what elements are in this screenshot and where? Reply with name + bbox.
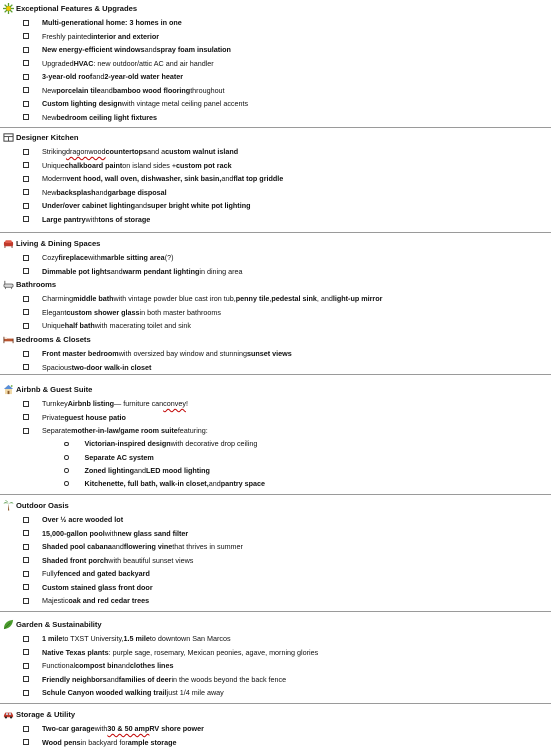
item-text-segment: in dining area <box>199 265 242 279</box>
item-text-segment: and <box>92 70 104 84</box>
checkbox-icon <box>23 33 29 39</box>
item-text-segment: Victorian-inspired design <box>85 437 171 451</box>
item-text-segment: with beautiful sunset views <box>108 554 193 568</box>
item-text-segment: with decorative drop ceiling <box>171 437 258 451</box>
item-text-segment: 1 mile <box>42 632 62 646</box>
item-text-segment: with <box>105 527 118 541</box>
checklist-item <box>0 70 551 84</box>
item-text-segment: with <box>95 722 108 736</box>
checkbox-icon <box>23 149 29 155</box>
checkbox-icon <box>23 739 29 745</box>
checklist-item <box>0 145 551 159</box>
item-text-segment: with <box>88 251 101 265</box>
checkbox-icon <box>23 414 29 420</box>
item-text-segment: New <box>42 111 56 125</box>
checkbox-icon <box>23 323 29 329</box>
item-text-segment: Private <box>42 411 64 425</box>
section-title: Airbnb & Guest Suite <box>16 385 92 394</box>
item-text-segment: , and <box>317 292 333 306</box>
item-text-segment: ample storage <box>128 736 177 749</box>
checkbox-icon <box>23 176 29 182</box>
item-text-segment: Dimmable pot lights <box>42 265 111 279</box>
section-garden <box>0 616 551 700</box>
checkbox-icon <box>23 74 29 80</box>
section-heading <box>0 616 551 632</box>
item-text-segment: Spacious <box>42 361 72 375</box>
item-text-segment: , <box>269 292 271 306</box>
item-text-segment: vent hood, wall oven, dishwasher, sink basin, <box>66 172 221 186</box>
palm-tree-icon <box>2 499 14 511</box>
checklist-item <box>0 659 551 673</box>
checkbox-icon <box>23 20 29 26</box>
item-text-segment: (?) <box>165 251 174 265</box>
checklist-item <box>0 111 551 125</box>
item-text-segment: LED mood lighting <box>146 464 210 478</box>
item-text-segment: with macerating toilet and sink <box>95 319 191 333</box>
item-text-segment: and <box>209 477 221 491</box>
item-text-segment: Front master bedroom <box>42 347 119 361</box>
item-text-segment: Separate <box>42 424 71 438</box>
item-text-segment: compost bin <box>75 659 118 673</box>
item-text-segment: Unique <box>42 319 65 333</box>
item-text-segment: tons of storage <box>98 213 150 227</box>
checkbox-icon <box>23 530 29 536</box>
item-text-segment: that thrives in summer <box>172 540 243 554</box>
item-text-segment: Schule Canyon wooded walking trail <box>42 686 167 700</box>
checklist-item <box>0 251 551 265</box>
item-text-segment: and <box>96 186 108 200</box>
sub-list-item <box>0 438 551 451</box>
item-text-segment: : purple sage, rosemary, Mexican peonies, agave, morning glories <box>109 646 319 660</box>
item-text-segment: and <box>112 540 124 554</box>
item-text-segment: and <box>135 199 147 213</box>
item-text-segment: Cozy <box>42 251 58 265</box>
checkbox-icon <box>23 663 29 669</box>
checklist-item <box>0 411 551 425</box>
item-text-segment: Wood pens <box>42 736 81 749</box>
checklist-item <box>0 397 551 411</box>
item-text-segment: garbage disposal <box>108 186 167 200</box>
item-text-segment: and <box>111 265 123 279</box>
house-icon <box>2 383 14 395</box>
checkbox-icon <box>23 296 29 302</box>
item-text-segment: chalkboard paint <box>65 159 123 173</box>
checkbox-icon <box>23 189 29 195</box>
item-text-segment: bedroom ceiling light fixtures <box>56 111 157 125</box>
checklist-item <box>0 292 551 306</box>
item-text-segment: penny tile <box>236 292 270 306</box>
checklist-item <box>0 722 551 736</box>
checklist-item <box>0 347 551 361</box>
checkbox-icon <box>23 598 29 604</box>
item-text-segment: countertops <box>106 145 148 159</box>
checklist-item <box>0 84 551 98</box>
item-text-segment: Separate AC system <box>85 451 154 465</box>
checkbox-icon <box>23 401 29 407</box>
checklist-item <box>0 199 551 213</box>
checklist-item <box>0 306 551 320</box>
item-text-segment: New <box>42 186 56 200</box>
checkbox-icon <box>23 114 29 120</box>
section-title: Exceptional Features & Upgrades <box>16 4 137 13</box>
divider <box>0 127 551 128</box>
checkbox-icon <box>23 351 29 357</box>
item-text-segment: ! <box>186 397 188 411</box>
item-text-segment: Shaded pool cabana <box>42 540 112 554</box>
checkbox-icon <box>23 47 29 53</box>
checkbox-icon <box>23 544 29 550</box>
checklist-item <box>0 213 551 227</box>
item-text-segment: 3-year-old roof <box>42 70 92 84</box>
item-text-segment: Freshly painted <box>42 30 91 44</box>
item-text-segment: guest house patio <box>64 411 126 425</box>
item-text-segment: mother-in-law/game room suite <box>71 424 178 438</box>
section-outdoor <box>0 497 551 608</box>
item-text-segment: 1.5 mile <box>124 632 150 646</box>
item-text-segment: super bright white pot lighting <box>147 199 250 213</box>
bathtub-icon <box>2 278 14 290</box>
kitchen-icon <box>2 131 14 143</box>
divider <box>0 232 551 233</box>
item-text-segment: and <box>145 43 157 57</box>
item-text-segment: Kitchenette, full bath, walk-in closet, <box>85 477 209 491</box>
item-text-segment: Multi-generational home: 3 homes in one <box>42 16 182 30</box>
item-text-segment: Elegant <box>42 306 66 320</box>
checkbox-icon <box>23 87 29 93</box>
item-text-segment: with vintage metal ceiling panel accents <box>122 97 248 111</box>
item-text-segment: New energy-efficient windows <box>42 43 145 57</box>
item-text-segment: Shaded front porch <box>42 554 108 568</box>
item-text-segment: custom shower glass <box>66 306 139 320</box>
checklist-item <box>0 581 551 595</box>
item-text-segment: Striking <box>42 145 66 159</box>
item-text-segment: backsplash <box>56 186 95 200</box>
item-text-segment: Over ½ acre wooded lot <box>42 513 123 527</box>
item-text-segment: Airbnb listing <box>68 397 114 411</box>
item-text-segment: Under/over cabinet lighting <box>42 199 135 213</box>
couch-icon <box>2 237 14 249</box>
item-text-segment: Native Texas plants <box>42 646 109 660</box>
section-title: Storage & Utility <box>16 710 75 719</box>
checkbox-icon <box>23 676 29 682</box>
checklist-item <box>0 527 551 541</box>
section-storage <box>0 706 551 749</box>
item-text-segment: Fully <box>42 567 57 581</box>
section-features <box>0 0 551 124</box>
item-text-segment: and a <box>147 145 165 159</box>
divider <box>0 611 551 612</box>
checklist-item <box>0 632 551 646</box>
item-text-segment: in backyard for <box>81 736 128 749</box>
item-text-segment: marble sitting area <box>101 251 165 265</box>
checklist-item <box>0 43 551 57</box>
checkbox-icon <box>23 162 29 168</box>
item-text-segment: to downtown San Marcos <box>150 632 231 646</box>
sub-list-item <box>0 451 551 464</box>
item-text-segment: convey <box>163 397 186 411</box>
section-kitchen <box>0 129 551 226</box>
bed-icon <box>2 333 14 345</box>
checkbox-icon <box>23 364 29 370</box>
section-bathrooms <box>0 276 551 333</box>
item-text-segment: new glass sand filter <box>118 527 189 541</box>
item-text-segment: Majestic <box>42 594 68 608</box>
item-text-segment: 2-year-old water heater <box>104 70 183 84</box>
section-heading <box>0 0 551 16</box>
checklist-item <box>0 424 551 438</box>
item-text-segment: Zoned lighting <box>85 464 135 478</box>
checklist-item <box>0 554 551 568</box>
checkbox-icon <box>23 101 29 107</box>
checkbox-icon <box>23 690 29 696</box>
item-text-segment: and <box>118 659 130 673</box>
checklist-item <box>0 97 551 111</box>
section-heading <box>0 276 551 292</box>
checkbox-icon <box>23 584 29 590</box>
item-text-segment: in the woods beyond the back fence <box>171 673 286 687</box>
checklist-item <box>0 361 551 375</box>
item-text-segment: and <box>221 172 233 186</box>
checkbox-icon <box>23 571 29 577</box>
item-text-segment: New <box>42 84 56 98</box>
item-text-segment: with oversized bay window and stunning <box>119 347 247 361</box>
item-text-segment: clothes lines <box>130 659 174 673</box>
checkbox-icon <box>23 203 29 209</box>
circle-bullet-icon <box>64 442 69 447</box>
item-text-segment: fenced and gated backyard <box>57 567 150 581</box>
checklist-item <box>0 567 551 581</box>
section-airbnb <box>0 381 551 490</box>
checklist-item <box>0 57 551 71</box>
item-text-segment: — furniture can <box>114 397 163 411</box>
sub-list-item <box>0 464 551 477</box>
item-text-segment: with vintage powder blue cast iron tub, <box>114 292 236 306</box>
item-text-segment: and <box>107 673 119 687</box>
item-text-segment: two-door walk-in closet <box>72 361 152 375</box>
checklist-item <box>0 159 551 173</box>
divider <box>0 703 551 704</box>
item-text-segment: Two-car garage <box>42 722 95 736</box>
item-text-segment: throughout <box>190 84 224 98</box>
item-text-segment: sunset views <box>247 347 292 361</box>
item-text-segment: interior and exterior <box>91 30 159 44</box>
section-title: Garden & Sustainability <box>16 620 102 629</box>
item-text-segment: warm pendant lighting <box>123 265 200 279</box>
item-text-segment: families of deer <box>119 673 172 687</box>
circle-bullet-icon <box>64 481 69 486</box>
item-text-segment: Unique <box>42 159 65 173</box>
item-text-segment: fireplace <box>58 251 88 265</box>
item-text-segment: Custom stained glass front door <box>42 581 153 595</box>
item-text-segment: to TXST University, <box>62 632 123 646</box>
item-text-segment: custom pot rack <box>176 159 232 173</box>
section-heading <box>0 331 551 347</box>
checklist-item <box>0 646 551 660</box>
item-text-segment: Upgraded <box>42 57 74 71</box>
checklist-item <box>0 30 551 44</box>
item-text-segment: Turnkey <box>42 397 68 411</box>
section-title: Designer Kitchen <box>16 133 78 142</box>
item-text-segment: : new outdoor/attic AC and air handler <box>93 57 213 71</box>
section-title: Outdoor Oasis <box>16 501 69 510</box>
item-text-segment: just 1/4 mile away <box>167 686 224 700</box>
section-heading <box>0 497 551 513</box>
checkbox-icon <box>23 255 29 261</box>
checkbox-icon <box>23 309 29 315</box>
divider <box>0 374 551 375</box>
checkbox-icon <box>23 726 29 732</box>
item-text-segment: Custom lighting design <box>42 97 122 111</box>
leaf-icon <box>2 618 14 630</box>
item-text-segment: 30 & 50 amp <box>107 722 149 736</box>
checklist-item <box>0 186 551 200</box>
checkbox-icon <box>23 216 29 222</box>
checklist-item <box>0 594 551 608</box>
section-heading <box>0 235 551 251</box>
checklist-item <box>0 540 551 554</box>
item-text-segment: pantry space <box>221 477 265 491</box>
section-title: Bathrooms <box>16 280 56 289</box>
item-text-segment: in both master bathrooms <box>140 306 222 320</box>
item-text-segment: bamboo wood flooring <box>113 84 190 98</box>
item-text-segment: half bath <box>65 319 95 333</box>
checklist-item <box>0 673 551 687</box>
item-text-segment: Friendly neighbors <box>42 673 107 687</box>
sub-list-item <box>0 477 551 490</box>
item-text-segment: Modern <box>42 172 66 186</box>
checklist-item <box>0 16 551 30</box>
item-text-segment: and <box>134 464 146 478</box>
item-text-segment: and <box>101 84 113 98</box>
checkbox-icon <box>23 428 29 434</box>
section-heading <box>0 381 551 397</box>
section-heading <box>0 706 551 722</box>
item-text-segment: spray foam insulation <box>157 43 231 57</box>
item-text-segment: flat top griddle <box>233 172 283 186</box>
item-text-segment: oak and red cedar trees <box>68 594 149 608</box>
section-heading <box>0 129 551 145</box>
item-text-segment: HVAC <box>74 57 94 71</box>
section-bedrooms <box>0 331 551 374</box>
checklist-item <box>0 513 551 527</box>
checkbox-icon <box>23 268 29 274</box>
item-text-segment: flowering vine <box>124 540 172 554</box>
item-text-segment: Charming <box>42 292 73 306</box>
item-text-segment: dragonwood <box>66 145 106 159</box>
item-text-segment: RV shore power <box>149 722 204 736</box>
checkbox-icon <box>23 60 29 66</box>
item-text-segment: with <box>86 213 99 227</box>
checkbox-icon <box>23 636 29 642</box>
checkbox-icon <box>23 517 29 523</box>
item-text-segment: custom walnut island <box>165 145 238 159</box>
item-text-segment: Large pantry <box>42 213 86 227</box>
item-text-segment: on island sides + <box>122 159 176 173</box>
divider <box>0 494 551 495</box>
checkbox-icon <box>23 557 29 563</box>
checklist-item <box>0 686 551 700</box>
circle-bullet-icon <box>64 468 69 473</box>
section-title: Bedrooms & Closets <box>16 335 91 344</box>
sparkle-icon <box>2 2 14 14</box>
item-text-segment: 15,000-gallon pool <box>42 527 105 541</box>
circle-bullet-icon <box>64 455 69 460</box>
section-title: Living & Dining Spaces <box>16 239 100 248</box>
checklist-item <box>0 172 551 186</box>
car-icon <box>2 708 14 720</box>
item-text-segment: porcelain tile <box>56 84 100 98</box>
item-text-segment: middle bath <box>73 292 113 306</box>
item-text-segment: featuring: <box>178 424 208 438</box>
item-text-segment: light-up mirror <box>333 292 383 306</box>
item-text-segment: Functional <box>42 659 75 673</box>
item-text-segment: pedestal sink <box>271 292 317 306</box>
section-living <box>0 235 551 278</box>
checkbox-icon <box>23 649 29 655</box>
